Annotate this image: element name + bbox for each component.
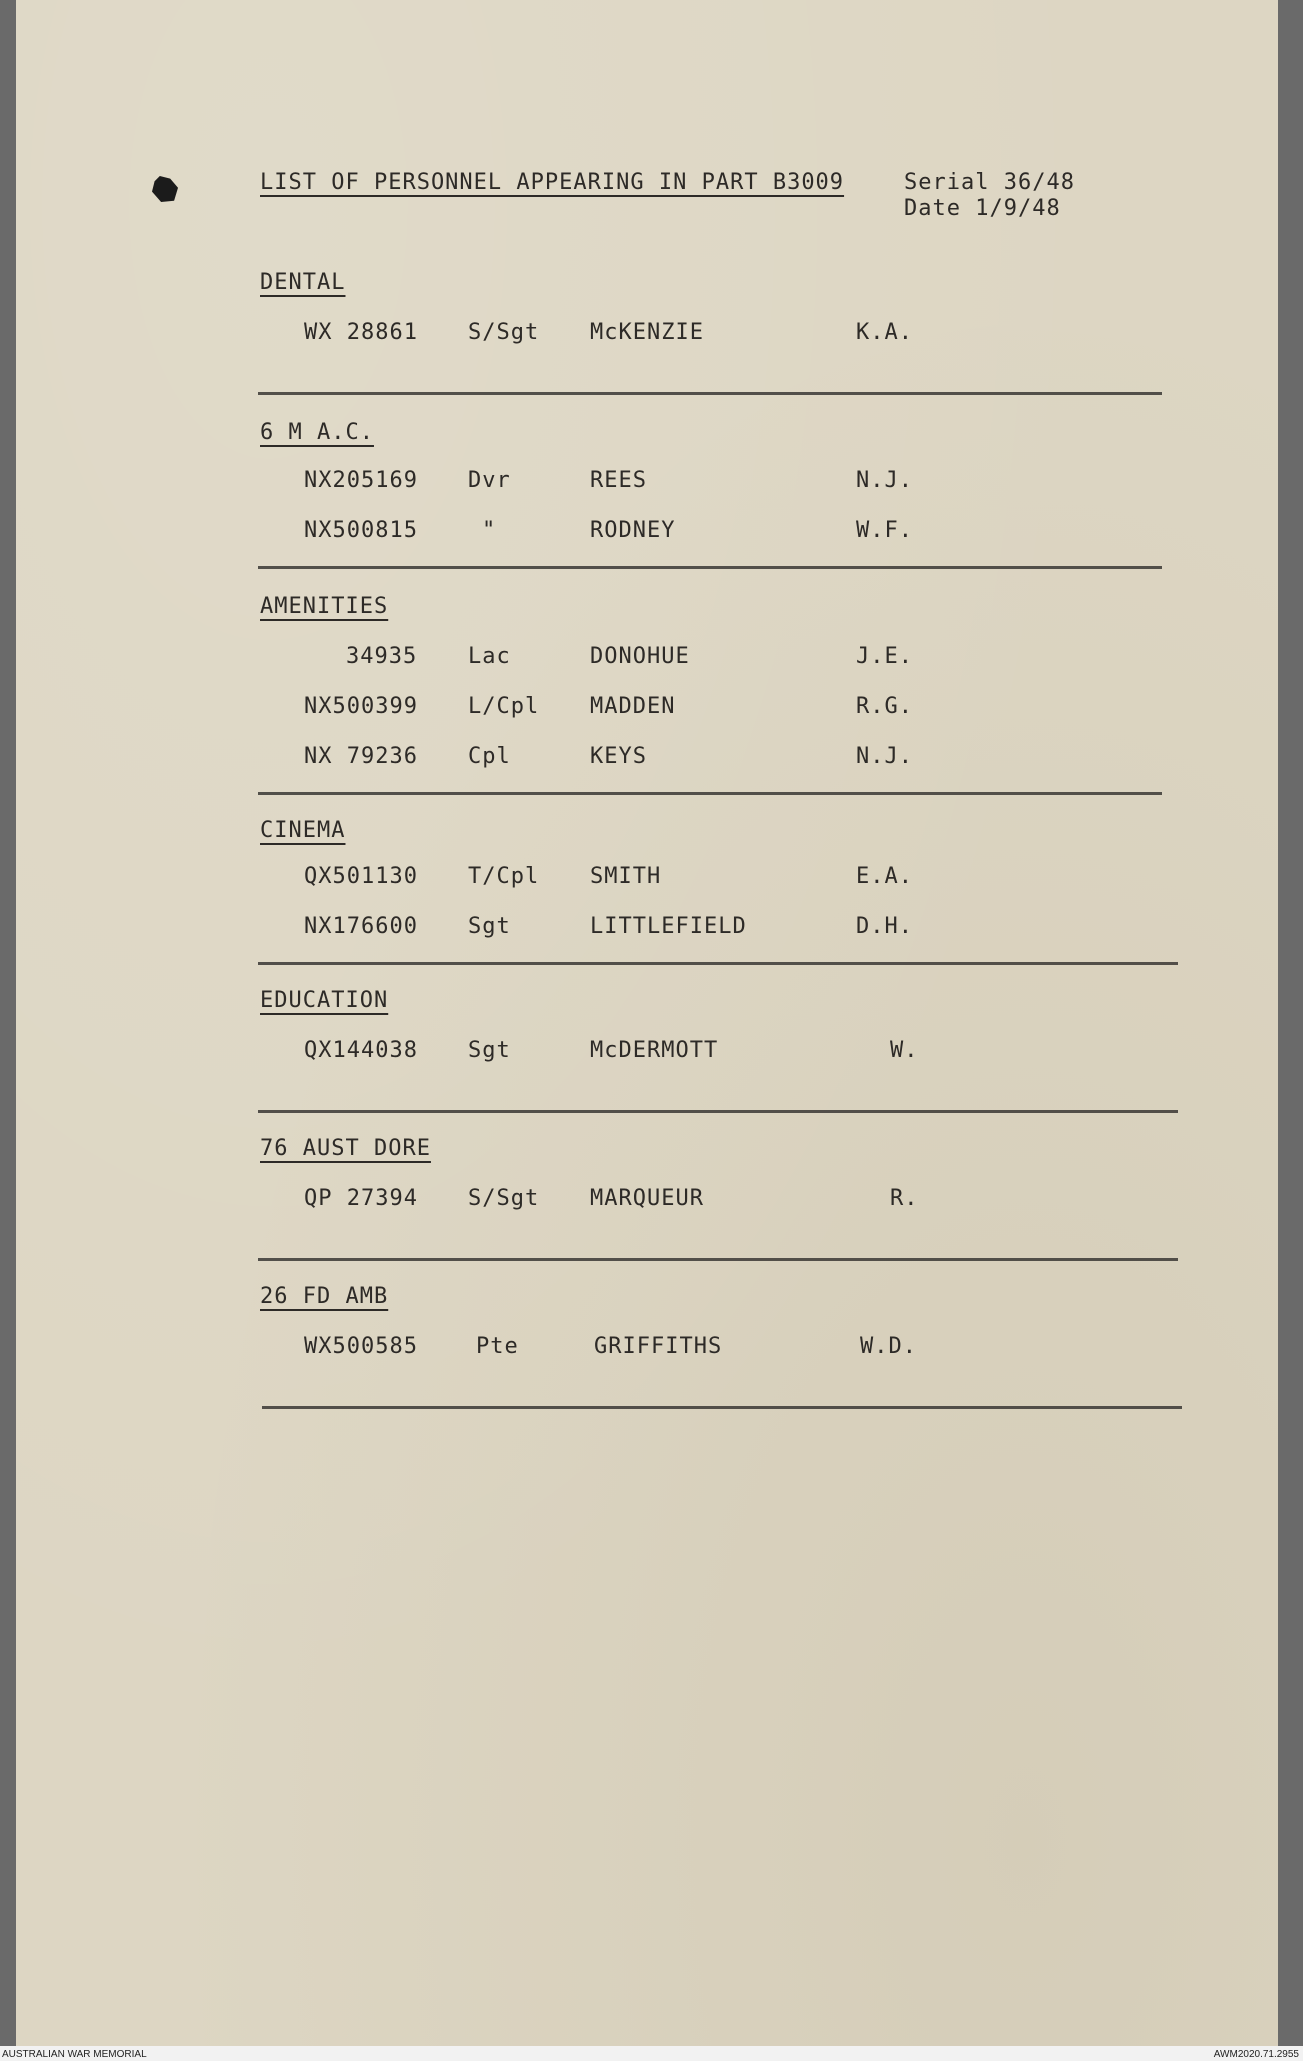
rank: S/Sgt	[468, 320, 540, 345]
surname: LITTLEFIELD	[590, 914, 747, 939]
section-divider	[258, 1110, 1178, 1113]
section-divider	[258, 792, 1162, 795]
section-heading-amenities: AMENITIES	[260, 594, 389, 619]
rank: T/Cpl	[468, 864, 540, 889]
rank: S/Sgt	[468, 1186, 540, 1211]
initials: N.J.	[856, 744, 913, 769]
initials: K.A.	[856, 320, 913, 345]
rank: Dvr	[468, 468, 511, 493]
document-title: LIST OF PERSONNEL APPEARING IN PART B3009	[260, 170, 845, 195]
service-number: WX500585	[304, 1334, 418, 1359]
section-divider	[258, 392, 1162, 395]
rank: "	[482, 518, 497, 543]
section-heading-education: EDUCATION	[260, 988, 389, 1013]
rank: Cpl	[468, 744, 511, 769]
section-heading-26-fd-amb: 26 FD AMB	[260, 1284, 389, 1309]
rank: Lac	[468, 644, 511, 669]
service-number: NX176600	[304, 914, 418, 939]
surname: RODNEY	[590, 518, 676, 543]
initials: W.D.	[860, 1334, 917, 1359]
service-number: QP 27394	[304, 1186, 418, 1211]
section-divider	[258, 1258, 1178, 1261]
document-page	[16, 0, 1278, 2046]
section-heading-cinema: CINEMA	[260, 818, 346, 843]
rank: Sgt	[468, 914, 511, 939]
surname: SMITH	[590, 864, 662, 889]
service-number: NX 79236	[304, 744, 418, 769]
surname: MADDEN	[590, 694, 676, 719]
footer-bar	[0, 2046, 1303, 2061]
rank: L/Cpl	[468, 694, 540, 719]
surname: McDERMOTT	[590, 1038, 719, 1063]
initials: J.E.	[856, 644, 913, 669]
section-heading-6mac: 6 M A.C.	[260, 420, 374, 445]
service-number: QX501130	[304, 864, 418, 889]
section-divider	[258, 962, 1178, 965]
surname: MARQUEUR	[590, 1186, 704, 1211]
initials: W.F.	[856, 518, 913, 543]
initials: R.G.	[856, 694, 913, 719]
section-divider	[262, 1406, 1182, 1409]
initials: D.H.	[856, 914, 913, 939]
rank: Sgt	[468, 1038, 511, 1063]
section-heading-dental: DENTAL	[260, 270, 346, 295]
punch-hole	[152, 176, 178, 202]
initials: N.J.	[856, 468, 913, 493]
service-number: 34935	[346, 644, 418, 669]
surname: KEYS	[590, 744, 647, 769]
initials: R.	[890, 1186, 919, 1211]
footer-accession-number: AWM2020.71.2955	[1213, 2049, 1299, 2060]
serial-number: Serial 36/48	[904, 170, 1075, 195]
document-date: Date 1/9/48	[904, 196, 1061, 221]
surname: REES	[590, 468, 647, 493]
footer-credit: AUSTRALIAN WAR MEMORIAL	[2, 2049, 147, 2060]
service-number: NX205169	[304, 468, 418, 493]
service-number: NX500815	[304, 518, 418, 543]
surname: McKENZIE	[590, 320, 704, 345]
service-number: NX500399	[304, 694, 418, 719]
section-divider	[258, 566, 1162, 569]
section-heading-76-aust-dore: 76 AUST DORE	[260, 1136, 431, 1161]
service-number: QX144038	[304, 1038, 418, 1063]
surname: GRIFFITHS	[594, 1334, 723, 1359]
surname: DONOHUE	[590, 644, 690, 669]
service-number: WX 28861	[304, 320, 418, 345]
initials: W.	[890, 1038, 919, 1063]
rank: Pte	[476, 1334, 519, 1359]
initials: E.A.	[856, 864, 913, 889]
